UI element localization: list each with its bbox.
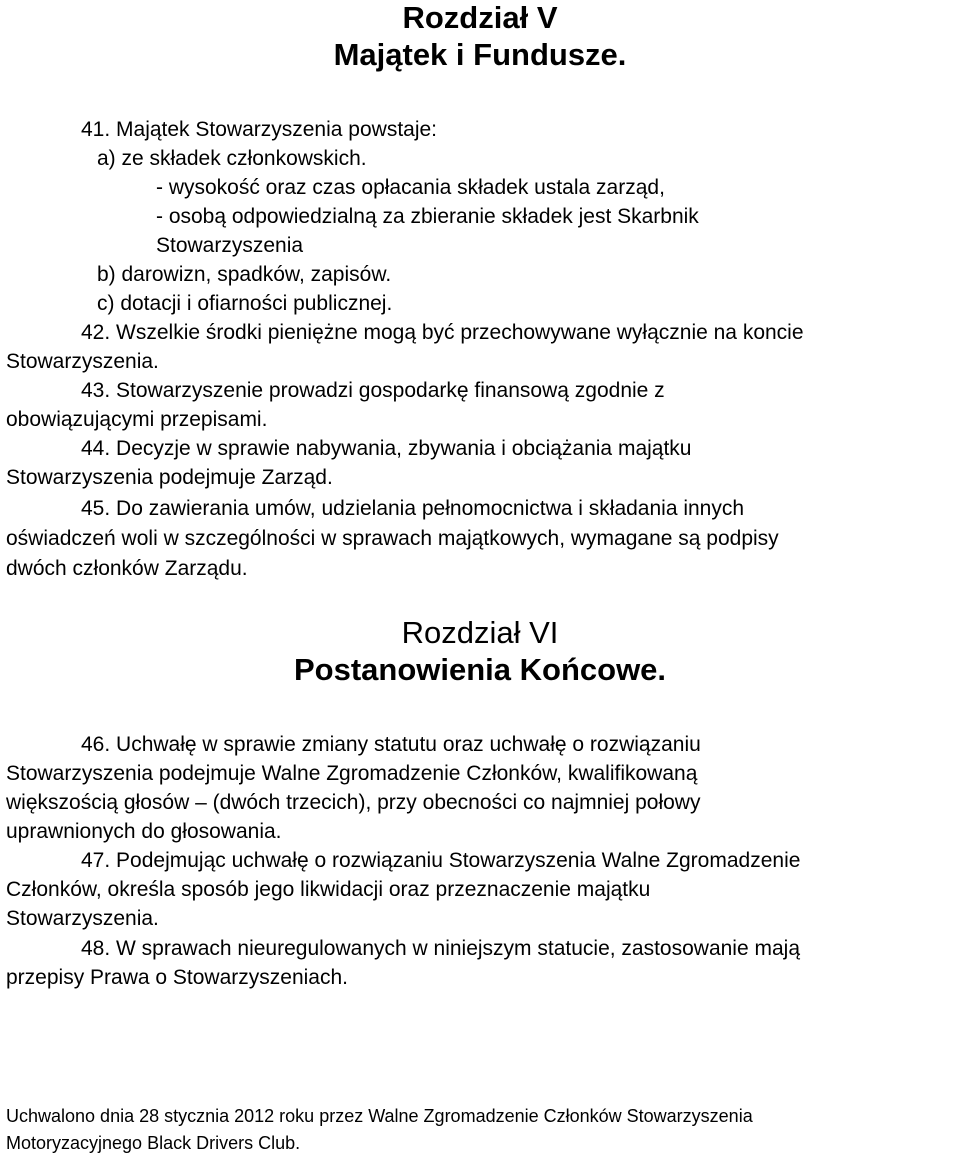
- paragraph-line: 42. Wszelkie środki pieniężne mogą być przechowywane wyłącznie na koncie: [81, 321, 804, 344]
- footer-line: Uchwalono dnia 28 stycznia 2012 roku przez Walne Zgromadzenie Członków Stowarzyszenia: [6, 1106, 753, 1126]
- paragraph-line: 43. Stowarzyszenie prowadzi gospodarkę finansową zgodnie z: [81, 379, 665, 402]
- footer-line: Motoryzacyjnego Black Drivers Club.: [6, 1133, 301, 1153]
- paragraph-line: c) dotacji i ofiarności publicznej.: [97, 292, 393, 315]
- paragraph-line: 47. Podejmując uchwałę o rozwiązaniu Stowarzyszenia Walne Zgromadzenie: [81, 849, 801, 872]
- paragraph-line: 48. W sprawach nieuregulowanych w niniejszym statucie, zastosowanie mają: [81, 937, 801, 960]
- paragraph-line: a) ze składek członkowskich.: [97, 147, 367, 170]
- paragraph-line: Stowarzyszenia podejmuje Walne Zgromadzenie Członków, kwalifikowaną: [6, 762, 698, 785]
- paragraph-line: dwóch członków Zarządu.: [6, 557, 248, 580]
- paragraph-line: b) darowizn, spadków, zapisów.: [97, 263, 392, 286]
- paragraph-line: 45. Do zawierania umów, udzielania pełnomocnictwa i składania innych: [81, 497, 745, 520]
- paragraph-line: uprawnionych do głosowania.: [6, 820, 282, 843]
- chapter-5-title: Majątek i Fundusze.: [333, 37, 627, 72]
- paragraph-line: Stowarzyszenia.: [6, 350, 159, 373]
- paragraph-line: Stowarzyszenia.: [6, 907, 159, 930]
- paragraph-line: 41. Majątek Stowarzyszenia powstaje:: [81, 118, 438, 141]
- paragraph-line: przepisy Prawa o Stowarzyszeniach.: [6, 966, 348, 989]
- paragraph-line: większością głosów – (dwóch trzecich), przy obecności co najmniej połowy: [6, 791, 701, 814]
- paragraph-line: 44. Decyzje w sprawie nabywania, zbywania i obciążania majątku: [81, 437, 692, 460]
- paragraph-line: - wysokość oraz czas opłacania składek ustala zarząd,: [156, 176, 665, 199]
- paragraph-line: oświadczeń woli w szczególności w sprawach majątkowych, wymagane są podpisy: [6, 527, 779, 550]
- paragraph-line: 46. Uchwałę w sprawie zmiany statutu oraz uchwałę o rozwiązaniu: [81, 733, 701, 756]
- paragraph-line: obowiązującymi przepisami.: [6, 408, 268, 431]
- paragraph-line: - osobą odpowiedzialną za zbieranie składek jest Skarbnik: [156, 205, 699, 228]
- chapter-5-number: Rozdział V: [402, 0, 558, 35]
- paragraph-line: Stowarzyszenia: [156, 234, 304, 257]
- paragraph-line: Członków, określa sposób jego likwidacji oraz przeznaczenie majątku: [6, 878, 651, 901]
- paragraph-line: Stowarzyszenia podejmuje Zarząd.: [6, 466, 333, 489]
- chapter-6-title: Postanowienia Końcowe.: [293, 652, 667, 687]
- chapter-6-number: Rozdział VI: [401, 615, 559, 650]
